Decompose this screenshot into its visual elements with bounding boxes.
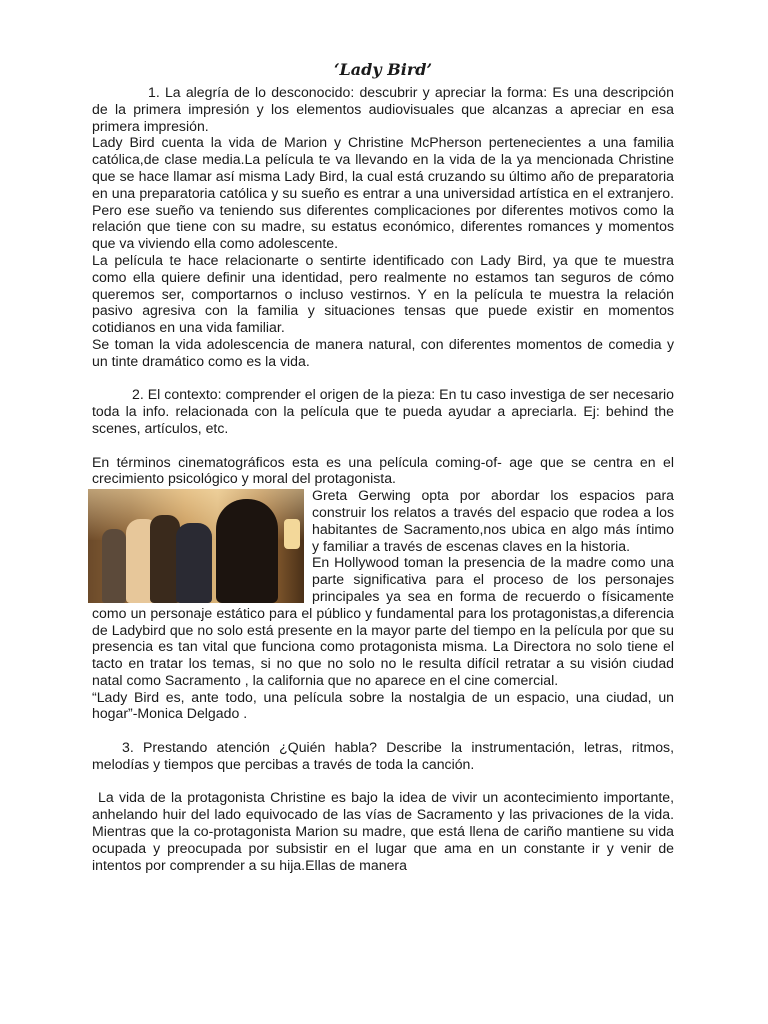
paragraph-tone: Se toman la vida adolescencia de manera natural, con diferentes momentos de comedia y un tinte dramático como es la vida. — [92, 335, 674, 369]
question-2: 2. El contexto: comprender el origen de la pieza: En tu caso investiga de ser necesario toda la info. relacionada con la película que te pueda ayudar a apreciarla. Ej: behind the scenes, artículos, etc. — [92, 386, 674, 436]
question-3: 3. Prestando atención ¿Quién habla? Describe la instrumentación, letras, ritmos, melodías y tiempos que percibas a través de toda la canción. — [92, 739, 674, 772]
document-title: ‘Lady Bird’ — [333, 60, 433, 79]
paragraph-genre: En términos cinematográficos esta es una película coming-of- age que se centra en el crecimiento psicológico y moral del protagonista. — [92, 453, 674, 487]
spacer — [92, 437, 674, 454]
paragraph-mother: En Hollywood toman la presencia de la madre como una parte significativa para el proceso de los personajes principales ya sea en forma de recuerdo o físicamente como un personaje estático para el público y fundamental para los protagonistas,a diferencia de Ladybird que no solo está presente en la mayor parte del tiempo en la película por que su presencia es tan vital que funciona como protagonista misma. La Directora no solo tiene el tacto en tratar los temas, si no que no solo no le resulta difícil retratar a su visión ciudad natal como Sacramento , la california que no aparece en el cine comercial. — [92, 554, 674, 688]
spacer — [92, 722, 674, 739]
paragraph-protagonist: La vida de la protagonista Christine es bajo la idea de vivir un acontecimiento importante, anhelando huir del lado equivocado de las vías de Sacramento y las privaciones de la vida. Mientras que la co-protagonista Marion su madre, que está llena de cariño mantiene su vida ocupada y preocupada por subsistir en el lugar que ama en un constante ir y venir de intentos por comprender a su hija.Ellas de manera — [92, 789, 674, 873]
quote: “Lady Bird es, ante todo, una película sobre la nostalgia de un espacio, una ciudad, un hogar”-Monica Delgado . — [92, 688, 674, 722]
question-1: 1. La alegría de lo desconocido: descubrir y apreciar la forma: Es una descripción de la primera impresión y los elementos audiovisuales que alcanzas a apreciar en esa primera impresión. — [92, 84, 674, 134]
film-still-image — [88, 489, 304, 603]
spacer — [92, 773, 674, 790]
paragraph-director: Greta Gerwing opta por abordar los espacios para construir los relatos a través del espacio que rodea a los habitantes de Sacramento,nos ubica en algo más íntimo y familiar a través de escenas claves en la historia. — [312, 487, 674, 554]
paragraph-identity: La película te hace relacionarte o sentirte identificado con Lady Bird, ya que te muestra como ella quiere definir una identidad, pero realmente no estamos tan seguros de cómo queremos ser, comportarnos o incluso vestirnos. Y en la película te muestra la relación pasivo agresiva con la familia y situaciones tensas que puede existir en momentos cotidianos en una vida familiar. — [92, 251, 674, 336]
spacer — [92, 370, 674, 387]
paragraph-plot: Lady Bird cuenta la vida de Marion y Christine McPherson pertenecientes a una familia católica,de clase media.La película te va llevando en la vida de la ya mencionada Christine que se hace llamar así misma Lady Bird, la cual está cruzando su último año de preparatoria en una preparatoria católica y su sueño es entrar a una universidad artística en el extranjero. Pero ese sueño va teniendo sus diferentes complicaciones por diferentes motivos como la relación que tiene con su madre, su estatus económico, diferentes romances y momentos que va viviendo ella como adolescente. — [92, 134, 674, 252]
